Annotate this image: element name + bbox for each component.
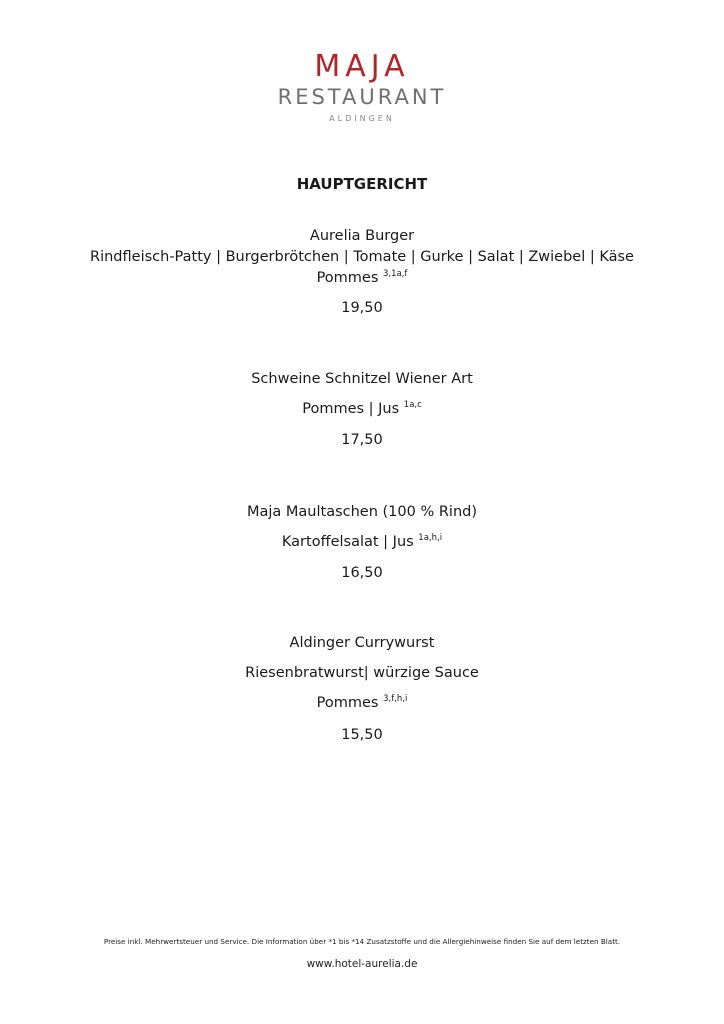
item-side-text: Pommes | Jus — [302, 401, 400, 417]
item-side-text: Pommes — [316, 270, 379, 286]
footer-url[interactable]: www.hotel-aurelia.de — [306, 958, 418, 970]
logo-name: MAJA — [314, 49, 410, 84]
item-description: Riesenbratwurst| würzige Sauce — [245, 665, 479, 681]
item-name: Aurelia Burger — [309, 228, 415, 244]
item-side-text: Pommes — [316, 695, 379, 711]
item-price: 19,50 — [341, 300, 383, 316]
item-name: Maja Maultaschen (100 % Rind) — [246, 504, 478, 520]
item-description: Rindfleisch-Patty | Burgerbrötchen | Tomate | Gurke | Salat | Zwiebel | Käse — [90, 249, 634, 265]
logo-subtitle: RESTAURANT — [277, 85, 447, 109]
section-title: HAUPTGERICHT — [296, 175, 428, 193]
item-side — [0, 695, 724, 711]
item-name: Aldinger Currywurst — [289, 635, 435, 651]
item-side — [0, 401, 724, 417]
item-side — [0, 534, 724, 550]
logo-location: ALDINGEN — [329, 114, 395, 123]
item-allergens: 3,1a,f — [383, 269, 408, 280]
item-side-text: Kartoffelsalat | Jus — [281, 534, 414, 550]
item-name: Schweine Schnitzel Wiener Art — [251, 371, 473, 387]
item-side — [0, 270, 724, 286]
item-allergens: 3,f,h,i — [383, 694, 408, 705]
item-price: 15,50 — [341, 727, 383, 743]
footer-note: Preise inkl. Mehrwertsteuer und Service. Die Information über *1 bis *14 Zusatzstoffe und die Allergiehinweise finden Sie auf dem letzten Blatt. — [103, 937, 621, 946]
item-price: 16,50 — [341, 565, 383, 581]
restaurant-logo — [0, 50, 724, 126]
item-price: 17,50 — [341, 432, 383, 448]
item-allergens: 1a,c — [403, 400, 422, 411]
item-allergens: 1a,h,i — [418, 533, 443, 544]
